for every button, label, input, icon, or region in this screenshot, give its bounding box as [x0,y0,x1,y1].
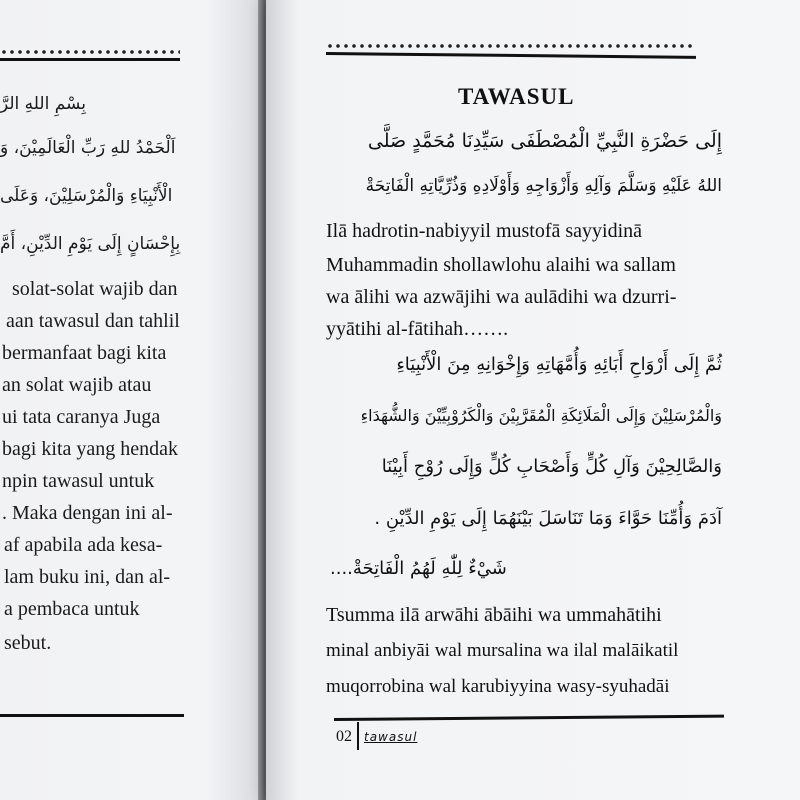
left-latin-line: af apabila ada kesa- [4,534,163,556]
arabic-line: آدَمَ وَأُمِّنَا حَوَّاءَ وَمَا تَنَاسَلَ بَيْنَهُمَا إِلَى يَوْمِ الدِّيْنِ . [374,508,722,529]
arabic-line: إِلَى حَضْرَةِ النَّبِيِّ الْمُصْطَفَى سَيِّدِنَا مُحَمَّدٍ صَلَّى [367,130,722,152]
left-top-ornament [0,48,180,56]
left-latin-line: lam buku ini, dan al- [4,566,171,588]
page-title: TAWASUL [458,84,575,109]
left-arabic-line: بِإِحْسَانٍ إِلَى يَوْمِ الدِّيْنِ، أَمَّ [0,234,181,254]
left-latin-line: sebut. [4,632,52,654]
left-top-rule [0,58,180,61]
arabic-line: وَالصَّالِحِيْنَ وَآلِ كُلٍّ وَأَصْحَابِ كُلٍّ وَإِلَى رُوْحِ أَبِيْنَا [381,456,722,477]
footer-divider [357,722,359,750]
latin-line: Tsumma ilā arwāhi ābāihi wa ummahātihi [326,604,662,626]
left-latin-line: solat-solat wajib dan [12,278,178,300]
left-page [0,0,262,800]
left-latin-line: ui tata caranya Juga [2,406,161,428]
arabic-line: وَالْمُرْسَلِيْنَ وَإِلَى الْمَلَائِكَةِ الْمُقَرَّبِيْنَ وَالْكَرُوْبِيِّيْنَ وَالشُّهَدَاءِ [360,406,722,425]
left-arabic-line: الْأَنْبِيَاءِ وَالْمُرْسَلِيْنَ، وَعَلَى [0,186,173,206]
arabic-line: شَيْءٌ لِلّٰهِ لَهُمُ الْفَاتِحَةْ.... [330,558,507,579]
latin-line: minal anbiyāi wal mursalina wa ilal malāikatil [326,640,679,661]
latin-line: muqorrobina wal karubiyyina wasy-syuhadāi [326,676,670,697]
latin-line: Ilā hadrotin-nabiyyil mustofā sayyidinā [326,220,643,242]
left-arabic-line: اَلْحَمْدُ للهِ رَبِّ الْعَالَمِيْنَ، وَ [0,138,176,158]
running-title: tawasul [364,730,418,744]
left-latin-line: aan tawasul dan tahlil [6,310,180,332]
left-latin-line: bermanfaat bagi kita [2,342,167,364]
left-bismillah: بِسْمِ اللهِ الرَّ [0,94,86,114]
left-latin-line: bagi kita yang hendak [2,438,179,460]
right-top-ornament [326,42,696,50]
left-latin-line: npin tawasul untuk [2,470,155,492]
page-number: 02 [336,728,352,745]
latin-line: Muhammadin shollawlohu alaihi wa sallam [326,254,676,276]
left-latin-line: an solat wajib atau [2,374,152,396]
left-bottom-rule [0,714,184,717]
latin-line: wa ālihi wa azwājihi wa aulādihi wa dzurri- [326,286,677,308]
latin-line: yyātihi al-fātihah……. [326,318,509,340]
left-latin-line: a pembaca untuk [4,598,140,620]
arabic-line: ثُمَّ إِلَى أَرْوَاحِ أَبَائِهِ وَأُمَّهَاتِهِ وَإِخْوَانِهِ مِنَ الْأَنْبِيَاءِ [396,354,722,375]
arabic-line: اللهُ عَلَيْهِ وَسَلَّمَ وَآلِهِ وَأَزْوَاجِهِ وَأَوْلَادِهِ وَذُرِّيَّاتِهِ الْفَاتِحَةْ [365,176,722,196]
left-latin-line: . Maka dengan ini al- [2,502,173,524]
